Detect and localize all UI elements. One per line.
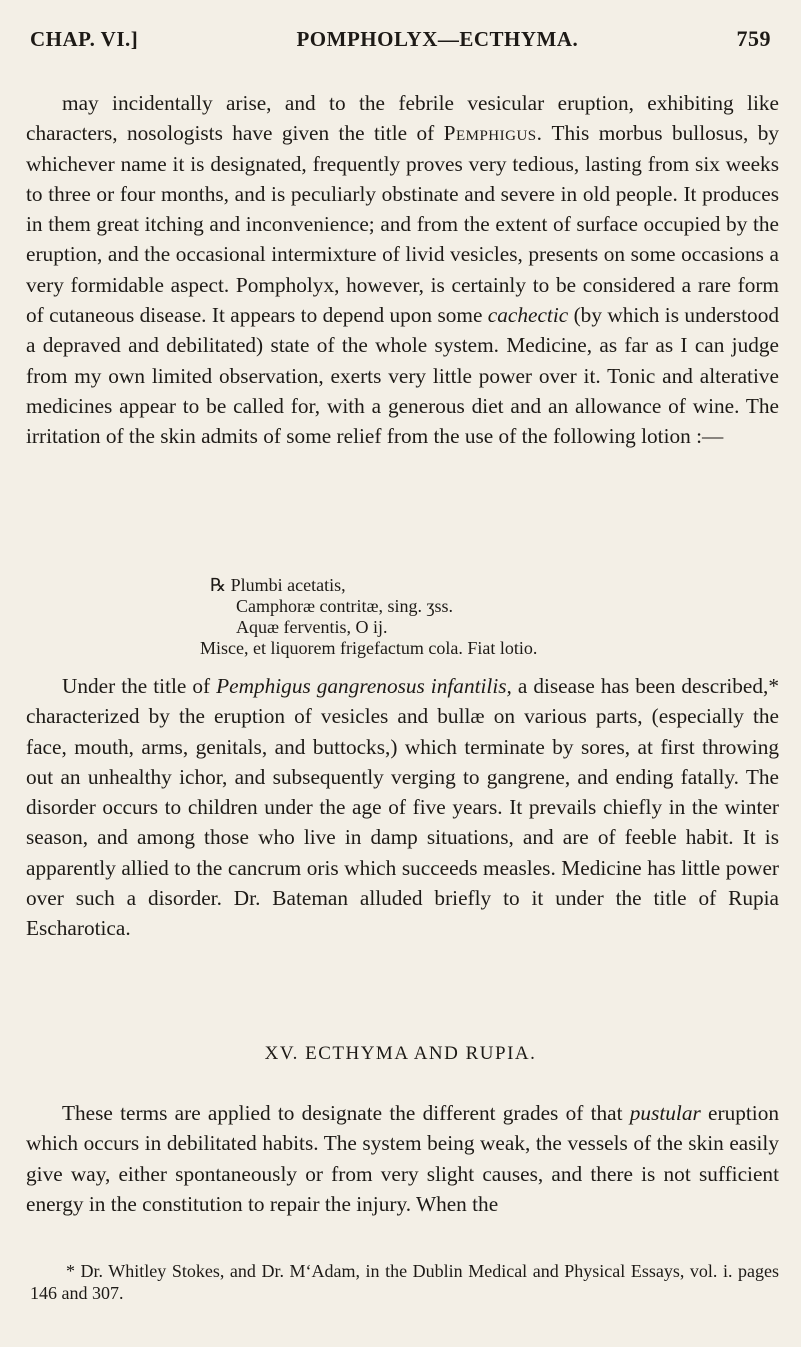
prescription-block — [0, 575, 801, 659]
paragraph-text: This morbus bullosus, by whichever name it is designated, frequently proves very tedious, lasting from six weeks to three or four months, and is peculiarly obstinate and severe in old people. It produces in them great itching and inconvenience; and from the extent of surface occupied by the eruption, and the occasional intermixture of livid vesicles, presents on some occasions a very formidable aspect. Pompholyx, however, is certainly to be considered a rare form of cutaneous disease. It appears to depend upon some — [26, 121, 779, 328]
term-pemphigus-gangrenosus: Pemphigus gangrenosus infantilis, — [216, 674, 512, 698]
term-cachectic: cachectic — [487, 303, 569, 328]
paragraph-text: (by which is understood a depraved and debilitated) state of the whole system. Medicine, as far as I can judge from my own limited observation, exerts very little power over it. Tonic and alterative medicines appear to be called for, with a generous diet and an allowance of wine. The irritation of the skin admits of some relief from the use of the following lotion :— — [26, 303, 780, 449]
prescription-line: ℞ Plumbi acetatis, — [210, 575, 346, 595]
paragraph-pemphigus-gangrenosus — [26, 671, 779, 944]
paragraph-pemphigus — [26, 88, 779, 452]
section-heading: XV. ECTHYMA AND RUPIA. — [264, 1043, 537, 1064]
running-title: POMPHOLYX—ECTHYMA. — [296, 27, 579, 51]
paragraph-text: eruption which occurs in debilitated habits. The system being weak, the vessels of the skin easily give way, either spontaneously or from very slight causes, and there is not sufficient energy in the constitution to repair the injury. When the — [26, 1101, 780, 1216]
term-pemphigus: Pemphigus. — [443, 121, 543, 146]
prescription-line: Camphoræ contritæ, sing. ʒss. — [236, 596, 453, 616]
prescription-instruction: Misce, et liquorem frigefactum cola. Fiat lotio. — [200, 638, 538, 658]
paragraph-text: may incidentally arise, and to the febrile vesicular eruption, exhibiting like characters, nosologists have given the title of — [26, 91, 779, 146]
paragraph-ecthyma — [26, 1098, 779, 1219]
prescription-line: Aquæ ferventis, O ij. — [236, 617, 388, 637]
paragraph-text: These terms are applied to designate the different grades of that — [62, 1101, 630, 1125]
page-number: 759 — [736, 26, 771, 51]
paragraph-text: a disease has been described,* characterized by the eruption of vesicles and bullæ on various parts, (especially the face, mouth, arms, genitals, and buttocks,) which terminate by sores, at first throwing out an unhealthy ichor, and subsequently verging to gangrene, and ending fatally. The disorder occurs to children under the age of five years. It prevails chiefly in the winter season, and among those who live in damp situations, and are of feeble habit. It is apparently allied to the cancrum oris which succeeds measles. Medicine has little power over such a disorder. Dr. Bateman alluded briefly to it under the title of Rupia Escharotica. — [26, 674, 779, 941]
term-pustular: pustular — [629, 1101, 701, 1125]
footnote: * Dr. Whitley Stokes, and Dr. M‘Adam, in the Dublin Medical and Physical Essays, vol. i. pages 146 and 307. — [30, 1261, 779, 1303]
chapter-label: CHAP. VI.] — [30, 27, 139, 51]
running-header — [30, 26, 771, 52]
paragraph-text: Under the title of — [62, 674, 217, 698]
